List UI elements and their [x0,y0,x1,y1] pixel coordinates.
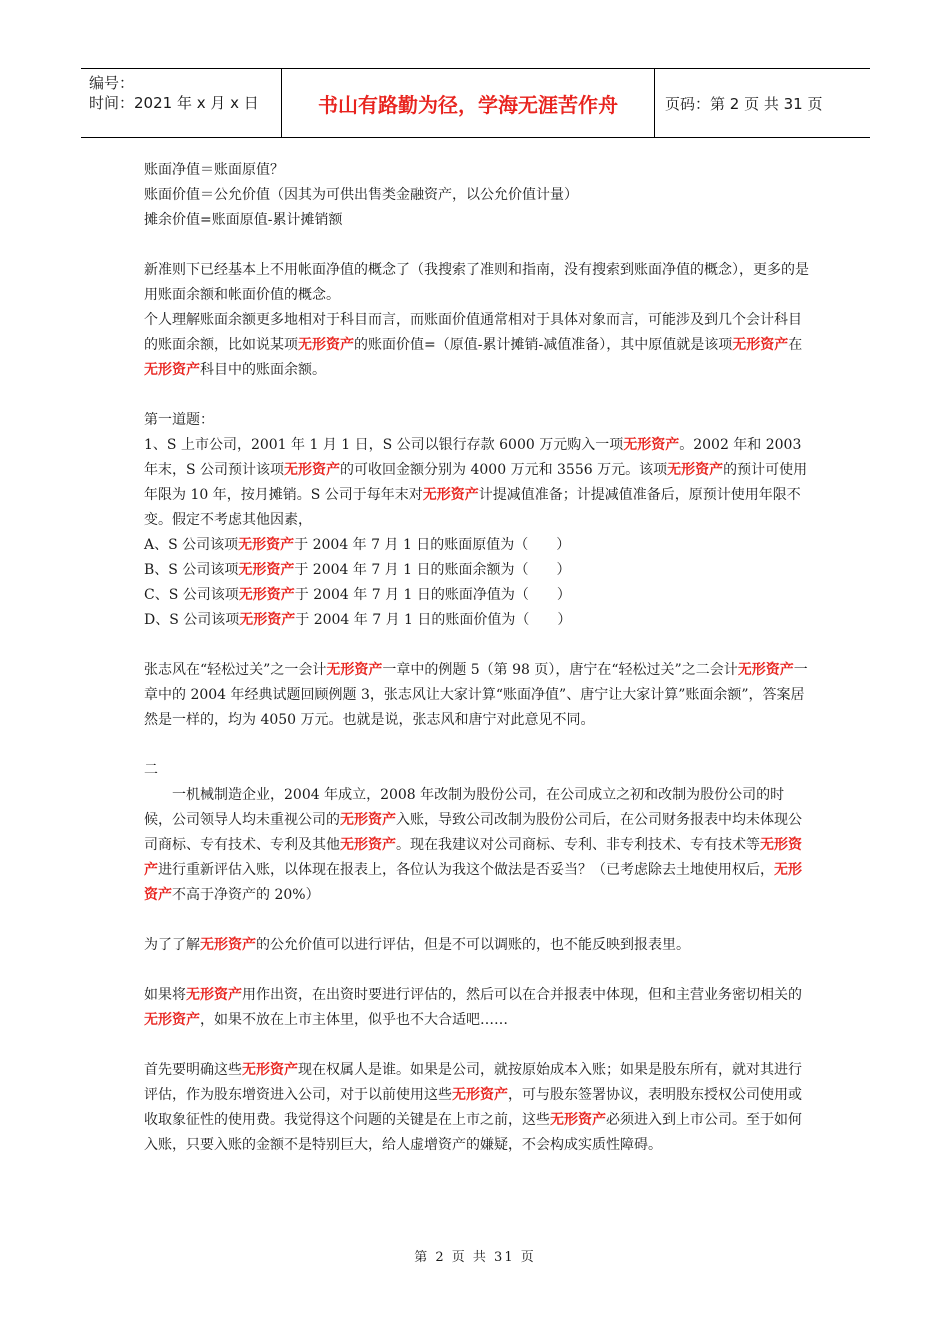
body-paragraph: A、S 公司该项无形资产于 2004 年 7 月 1 日的账面原值为（ ） [144,537,571,553]
highlighted-term: 无形资产 [144,362,200,378]
highlighted-term: 无形资产 [667,462,724,478]
paragraph-gap [144,1033,812,1058]
highlighted-term: 无形资产 [340,812,396,828]
body-paragraph: 账面价值＝公允价值（因其为可供出售类金融资产，以公允价值计量） [144,187,578,203]
highlighted-term: 无形资产 [326,662,383,678]
highlighted-term: 无形资产 [144,1012,200,1028]
highlighted-term: 无形资产 [284,462,341,478]
document-body [144,158,812,1158]
highlighted-term: 无形资产 [238,587,295,603]
body-paragraph: 一机械制造企业，2004 年成立，2008 年改制为股份公司，在公司成立之初和改制为股份公司的时候，公司领导人均未重视公司的无形资产入账，导致公司改制为股份公司后，在公司财务报表中均未体现公司商标、专有技术、专利及其他无形资产。现在我建议对公司商标、专利、非专利技术、专有技术等无形资产进行重新评估入账，以体现在报表上，各位认为我这个做法是否妥当？（已考虑除去土地使用权后，无形资产不高于净资产的 20%） [144,787,802,903]
highlighted-term: 无形资产 [239,612,296,628]
body-paragraph: 个人理解账面余额更多地相对于科目而言，而账面价值通常相对于具体对象而言，可能涉及到几个会计科目的账面余额，比如说某项无形资产的账面价值=（原值-累计摊销-减值准备），其中原值就是该项无形资产在无形资产科目中的账面余额。 [144,312,803,378]
paragraph-gap [144,958,812,983]
paragraph-gap [144,908,812,933]
paragraph-gap [144,733,812,758]
body-paragraph: D、S 公司该项无形资产于 2004 年 7 月 1 日的账面价值为（ ） [144,612,572,628]
highlighted-term: 无形资产 [144,837,802,878]
paragraph-gap [144,633,812,658]
highlighted-term: 无形资产 [186,987,242,1003]
body-paragraph: 摊余价值=账面原值-累计摊销额 [144,212,343,228]
body-paragraph: 新准则下已经基本上不用帐面净值的概念了（我搜索了准则和指南，没有搜索到账面净值的概念），更多的是用账面余额和帐面价值的概念。 [144,262,809,303]
paragraph-gap [144,233,812,258]
highlighted-term: 无形资产 [238,537,295,553]
highlighted-term: 无形资产 [298,337,354,353]
body-paragraph: B、S 公司该项无形资产于 2004 年 7 月 1 日的账面余额为（ ） [144,562,571,578]
body-paragraph: 第一道题： [144,412,214,428]
highlighted-term: 无形资产 [242,1062,298,1078]
body-paragraph: 1、S 上市公司，2001 年 1 月 1 日，S 公司以银行存款 6000 万元购入一项无形资产。2002 年和 2003 年末，S 公司预计该项无形资产的可收回金额分别为 4000 万元和 3556 万元。该项无形资产的预计可使用年限为 10 年，按月摊销。S 公司于每年末对无形资产计提减值准备；计提减值准备后，原预计使用年限不变。假定不考虑其他因素， [144,437,808,528]
body-paragraph: C、S 公司该项无形资产于 2004 年 7 月 1 日的账面净值为（ ） [144,587,571,603]
body-paragraph: 账面净值＝账面原值？ [144,162,284,178]
header-motto: 书山有路勤为径，学海无涯苦作舟 [282,69,655,137]
highlighted-term: 无形资产 [452,1087,508,1103]
header-meta [81,69,282,137]
highlighted-term: 无形资产 [238,562,295,578]
highlighted-term: 无形资产 [732,337,789,353]
highlighted-term: 无形资产 [623,437,680,453]
body-paragraph: 如果将无形资产用作出资，在出资时要进行评估的，然后可以在合并报表中体现，但和主营业务密切相关的无形资产，如果不放在上市主体里，似乎也不大合适吧…… [144,987,802,1028]
body-paragraph: 为了了解无形资产的公允价值可以进行评估，但是不可以调账的，也不能反映到报表里。 [144,937,690,953]
highlighted-term: 无形资产 [737,662,794,678]
document-number-label: 编号： [89,74,135,92]
body-paragraph: 首先要明确这些无形资产现在权属人是谁。如果是公司，就按原始成本入账；如果是股东所有，就对其进行评估，作为股东增资进入公司，对于以前使用这些无形资产，可与股东签署协议，表明股东授权公司使用或收取象征性的使用费。我觉得这个问题的关键是在上市之前，这些无形资产必须进入到上市公司。至于如何入账，只要入账的金额不是特别巨大，给人虚增资产的嫌疑，不会构成实质性障碍。 [144,1062,802,1153]
page-header [81,68,870,138]
body-paragraph: 张志风在“轻松过关”之一会计无形资产一章中的例题 5（第 98 页），唐宁在“轻松过关”之二会计无形资产一章中的 2004 年经典试题回顾例题 3，张志风让大家计算“账面净值”、唐宁让大家计算”账面余额”，答案居然是一样的，均为 4050 万元。也就是说，张志风和唐宁对此意见不同。 [144,662,808,728]
document-date-label: 时间：2021 年 x 月 x 日 [89,94,259,112]
highlighted-term: 无形资产 [550,1112,606,1128]
highlighted-term: 无形资产 [422,487,479,503]
paragraph-gap [144,383,812,408]
highlighted-term: 无形资产 [340,837,396,853]
highlighted-term: 无形资产 [200,937,256,953]
highlighted-term: 无形资产 [144,862,802,903]
body-paragraph: 二 [144,762,158,778]
page-footer: 第 2 页 共 31 页 [414,1250,536,1265]
header-page-number: 页码：第 2 页 共 31 页 [665,94,823,113]
